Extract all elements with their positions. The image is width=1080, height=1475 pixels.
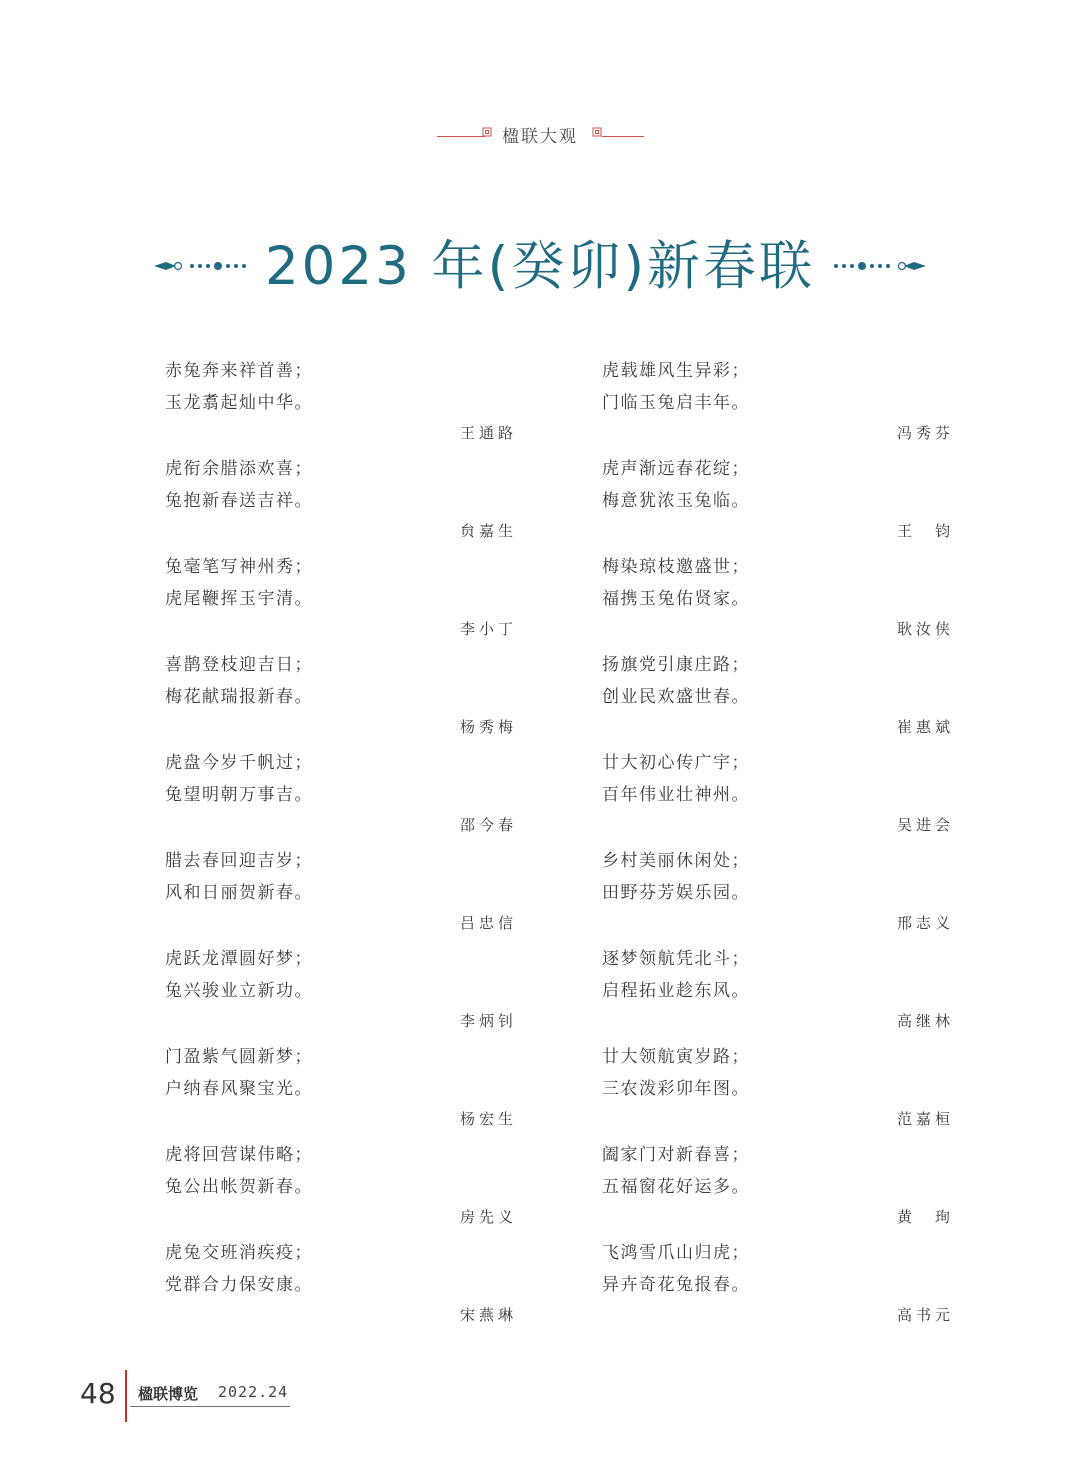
couplet-entry (165, 450, 520, 548)
couplet-author: 杨秀梅 (459, 718, 517, 736)
couplet-author: 房先义 (459, 1208, 517, 1226)
couplet-author: 崔惠斌 (896, 718, 954, 736)
couplet-lower-line: 启程拓业趁东风。 (602, 981, 750, 1001)
couplet-author: 高继林 (896, 1012, 954, 1030)
couplet-upper-line: 虎盘今岁千帆过； (165, 753, 313, 773)
couplet-author: 邢志义 (896, 914, 954, 932)
couplet-entry (165, 1136, 520, 1234)
couplet-entry (602, 842, 957, 940)
couplet-upper-line: 飞鸿雪爪山归虎； (602, 1243, 750, 1263)
couplet-author: 杨宏生 (459, 1110, 517, 1128)
couplet-lower-line: 党群合力保安康。 (165, 1275, 313, 1295)
couplet-upper-line: 门盈紫气圆新梦； (165, 1047, 313, 1067)
couplet-lower-line: 户纳春风聚宝光。 (165, 1079, 313, 1099)
couplet-lower-line: 梅花献瑞报新春。 (165, 687, 313, 707)
couplet-lower-line: 兔兴骏业立新功。 (165, 981, 313, 1001)
couplet-lower-line: 风和日丽贺新春。 (165, 883, 313, 903)
couplet-upper-line: 阖家门对新春喜； (602, 1145, 750, 1165)
couplet-entry (602, 1038, 957, 1136)
couplet-lower-line: 福携玉兔佑贤家。 (602, 589, 750, 609)
couplet-entry (602, 450, 957, 548)
couplet-lower-line: 田野芬芳娱乐园。 (602, 883, 750, 903)
couplet-upper-line: 梅染琼枝邀盛世； (602, 557, 750, 577)
couplet-upper-line: 腊去春回迎吉岁； (165, 851, 313, 871)
couplet-upper-line: 兔毫笔写神州秀； (165, 557, 313, 577)
couplet-entry (602, 1136, 957, 1234)
footer-divider (125, 1370, 127, 1422)
couplet-entry (165, 352, 520, 450)
footer-rule (130, 1406, 290, 1407)
couplet-author: 贠嘉生 (459, 522, 517, 540)
couplet-lower-line: 门临玉兔启丰年。 (602, 393, 750, 413)
page-number: 48 (80, 1377, 116, 1410)
couplet-lower-line: 虎尾鞭挥玉宇清。 (165, 589, 313, 609)
page-title: 2023 年(癸卯)新春联 (264, 236, 816, 297)
couplet-upper-line: 廿大领航寅岁路； (602, 1047, 750, 1067)
couplet-entry (165, 842, 520, 940)
couplet-author: 高书元 (896, 1306, 954, 1324)
couplet-author: 黄 珣 (896, 1208, 954, 1226)
couplet-entry (165, 1038, 520, 1136)
couplet-lower-line: 梅意犹浓玉兔临。 (602, 491, 750, 511)
couplet-entry (165, 940, 520, 1038)
couplet-upper-line: 扬旗党引康庄路； (602, 655, 750, 675)
couplet-lower-line: 五福窗花好运多。 (602, 1177, 750, 1197)
couplet-lower-line: 兔公出帐贺新春。 (165, 1177, 313, 1197)
couplet-author: 王通路 (459, 424, 517, 442)
title-ornament-right-icon (833, 257, 928, 275)
couplet-upper-line: 赤兔奔来祥首善； (165, 361, 313, 381)
couplet-upper-line: 虎声渐远春花绽； (602, 459, 750, 479)
couplet-lower-line: 创业民欢盛世春。 (602, 687, 750, 707)
couplet-entry (602, 940, 957, 1038)
couplet-author: 吴进会 (896, 816, 954, 834)
couplet-lower-line: 兔抱新春送吉祥。 (165, 491, 313, 511)
couplet-lower-line: 玉龙翥起灿中华。 (165, 393, 313, 413)
couplet-upper-line: 喜鹊登枝迎吉日； (165, 655, 313, 675)
couplet-author: 邵今春 (459, 816, 517, 834)
couplet-entry (165, 548, 520, 646)
couplet-upper-line: 虎载雄风生异彩； (602, 361, 750, 381)
couplet-upper-line: 逐梦领航凭北斗； (602, 949, 750, 969)
couplet-lower-line: 百年伟业壮神州。 (602, 785, 750, 805)
couplet-author: 冯秀芬 (896, 424, 954, 442)
couplet-entry (165, 646, 520, 744)
couplet-upper-line: 虎兔交班消疾疫； (165, 1243, 313, 1263)
couplet-column-right (602, 352, 957, 1332)
couplet-lower-line: 兔望明朝万事吉。 (165, 785, 313, 805)
magazine-name: 楹联博览 (138, 1385, 199, 1403)
couplet-entry (165, 744, 520, 842)
couplet-author: 李炳钊 (459, 1012, 517, 1030)
couplet-author: 宋燕琳 (459, 1306, 517, 1324)
couplet-entry (602, 744, 957, 842)
couplet-upper-line: 虎将回营谋伟略； (165, 1145, 313, 1165)
couplet-upper-line: 廿大初心传广宇； (602, 753, 750, 773)
couplet-entry (602, 646, 957, 744)
couplet-entry (165, 1234, 520, 1332)
couplet-column-left (165, 352, 520, 1332)
couplet-upper-line: 乡村美丽休闲处； (602, 851, 750, 871)
couplet-entry (602, 352, 957, 450)
couplet-lower-line: 异卉奇花兔报春。 (602, 1275, 750, 1295)
couplet-lower-line: 三农泼彩卯年图。 (602, 1079, 750, 1099)
couplet-entry (602, 1234, 957, 1332)
couplet-upper-line: 虎跃龙潭圆好梦； (165, 949, 313, 969)
couplet-author: 耿汝侠 (896, 620, 954, 638)
couplet-entry (602, 548, 957, 646)
couplet-author: 王 钧 (896, 522, 954, 540)
couplet-upper-line: 虎衔余腊添欢喜； (165, 459, 313, 479)
issue-number: 2022.24 (218, 1383, 289, 1401)
couplet-author: 范嘉桓 (896, 1110, 954, 1128)
couplet-author: 李小丁 (459, 620, 517, 638)
couplet-author: 吕忠信 (459, 914, 517, 932)
section-title: 楹联大观 (502, 127, 578, 147)
